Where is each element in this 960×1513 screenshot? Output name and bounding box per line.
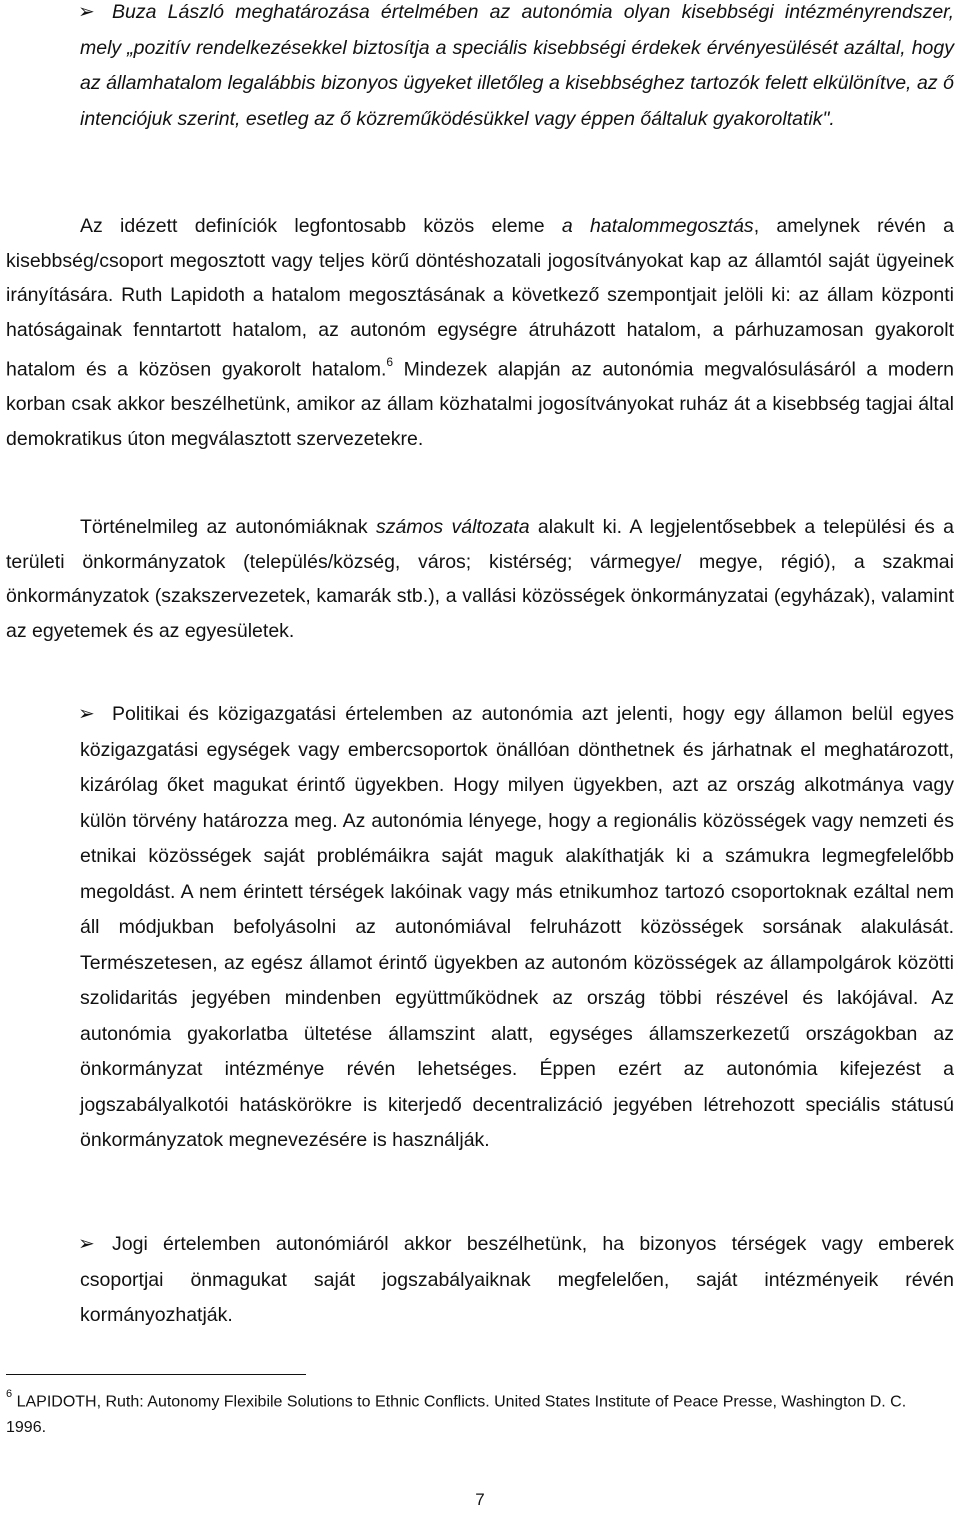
bullet-buza-text: Buza László meghatározása értelmében az autonómia olyan kisebbségi intézményrendszer, mely „pozitív rendelkezésekkel biztosítja a speciális kisebbségi érdekek érvényesülését azáltal, hogy az államhatalom legalábbis bizonyos ügyeket illetőleg a kisebbséghez tartozók felett elkülönítve, az ő intenciójuk szerint, esetleg az ő közreműködésükkel vagy éppen őáltaluk gyakoroltatik". <box>80 1 954 130</box>
footnote-text: LAPIDOTH, Ruth: Autonomy Flexibile Solutions to Ethnic Conflicts. United States Institute of Peace Presse, Washington D. C. 1996. <box>6 1393 907 1437</box>
footnote-separator <box>6 1374 306 1375</box>
page-number: 7 <box>475 1490 485 1509</box>
footnote-reference[interactable]: 6 <box>386 355 394 370</box>
paragraph-definitions-text: Az idézett definíciók legfontosabb közös eleme a hatalommegosztás, amelynek révén a kisebbség/csoport megosztott vagy teljes körű döntéshozatali jogosítványokat kap az államtól saját ügyeinek irányítására. Ruth Lapidoth a hatalom megosztásának a következő szempontjait jelöli ki: az állam központi hatóságainak fenntartott hatalom, az autonóm egységre átruházott hatalom, a párhuzamosan gyakorolt hatalom és a közösen gyakorolt hatalom.$^6$ Mindezek alapján az autonómia megvalósulásáról a modern korban csak akkor beszélhetünk, amikor az állam közhatalmi jogosítványokat ruház át a kisebbség tagjai által demokratikus úton megválasztott szervezetekre. <box>6 215 954 451</box>
emphasis-many-variants: számos változata <box>375 516 530 538</box>
emphasis-power-sharing: a hatalommegosztás <box>561 215 754 237</box>
footnote-number: 6 <box>6 1388 13 1400</box>
bullet-arrow-icon: ➢ <box>78 1 95 23</box>
paragraph-historical <box>6 510 954 648</box>
bullet-arrow-icon: ➢ <box>78 1233 95 1255</box>
bullet-buza-definition <box>80 0 954 137</box>
bullet-political-text: Politikai és közigazgatási értelemben az autonómia azt jelenti, hogy egy államon belül egyes közigazgatási egységek vagy embercsoportok önállóan dönthetnek és járhatnak el meghatározott, kizárólag őket magukat érintő ügyekben. Hogy milyen ügyekben, azt az ország alkotmánya vagy külön törvény határozza meg. Az autonómia lényege, hogy a regionális közösségek vagy nemzeti és etnikai közösségek saját problémáikra saját maguk alakíthatják ki a számukra legmegfelelőbb megoldást. A nem érintett térségek lakóinak vagy más etnikumhoz tartozó csoportoknak ezáltal nem áll módjukban befolyásolni az autonómiával felruházott közösségek sorsának alakulását. Természetesen, az egész államot érintő ügyekben az autonóm közösségek az állampolgárok közötti szolidaritás jegyében mindenben együttműködnek az ország többi részével és lakójával. Az autonómia gyakorlatba ültetése államszint alatt, egységes államszerkezetű országokban az önkormányzat intézménye révén lehetséges. Éppen ezért az autonómia kifejezést a jogszabályalkotói hatáskörökre is kiterjedő decentralizáció jegyében létrehozott speciális státusú önkormányzatok megnevezésére is használják. <box>80 703 954 1151</box>
footnote <box>6 1384 950 1441</box>
paragraph-historical-text: Történelmileg az autonómiáknak számos változata alakult ki. A legjelentősebbek a települési és a területi önkormányzatok (település/község, város; kistérség; vármegye/ megye, régió), a szakmai önkormányzatok (szakszervezetek, kamarák stb.), a vallási közösségek önkormányzatai (egyházak), valamint az egyetemek és az egyesületek. <box>6 516 954 642</box>
bullet-legal-text: Jogi értelemben autonómiáról akkor beszélhetünk, ha bizonyos térségek vagy emberek csoportjai önmagukat saját jogszabályaiknak megfelelően, saját intézményeik révén kormányozhatják. <box>80 1233 954 1326</box>
bullet-legal-meaning <box>80 1227 954 1334</box>
bullet-political-meaning <box>80 697 954 1159</box>
bullet-arrow-icon: ➢ <box>78 703 95 725</box>
paragraph-definitions <box>6 209 954 457</box>
